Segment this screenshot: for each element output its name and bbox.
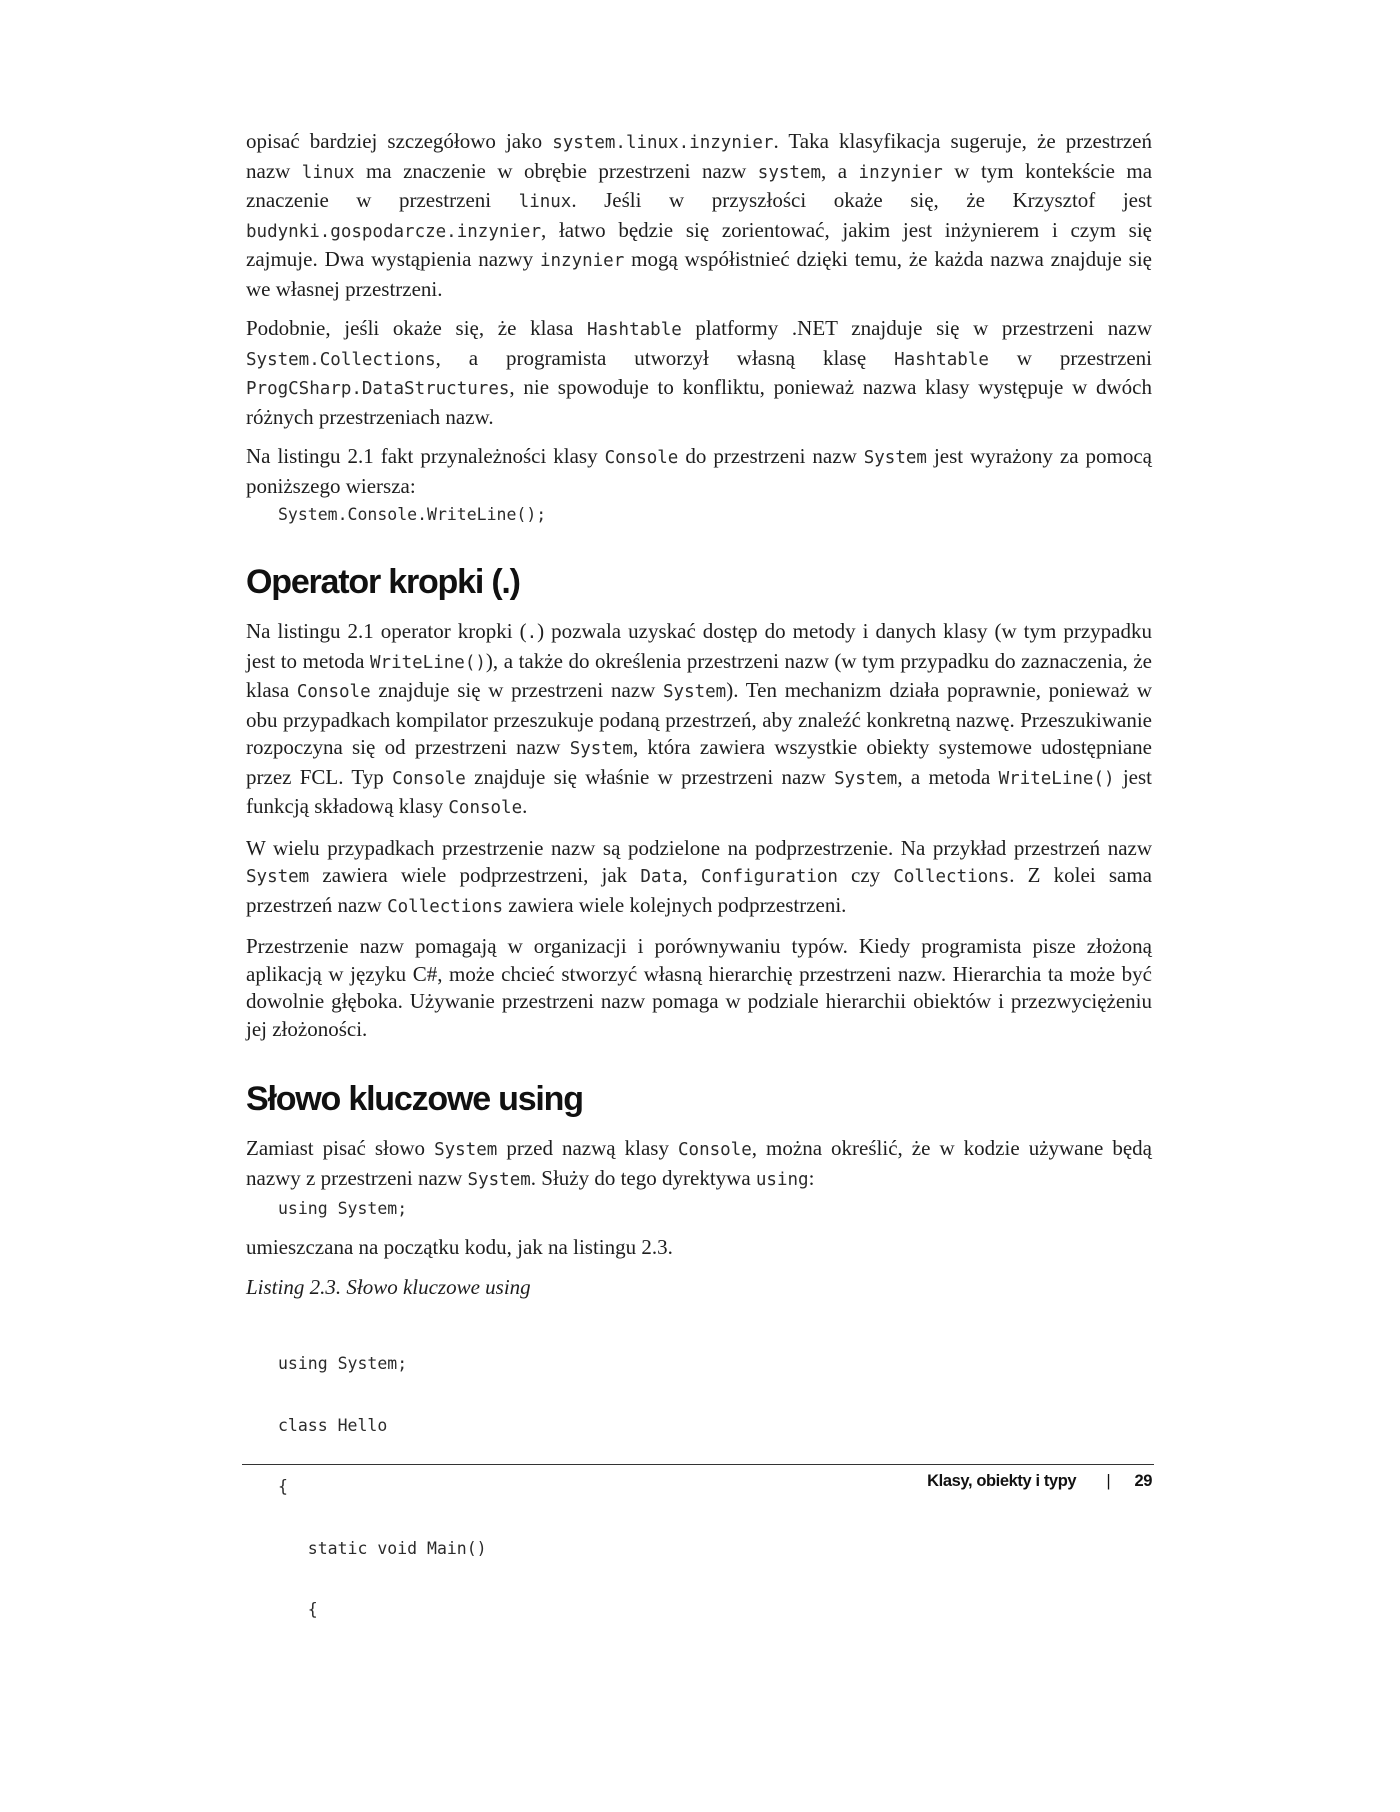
paragraph-5: W wielu przypadkach przestrzenie nazw są podzielone na podprzestrzenie. Na przykład przestrzeń nazw System zawiera wiele podprzestrzeni, jak Data, Configuration czy Collections. Z kolei sama przestrzeń nazw Collections zawiera wiele kolejnych podprzestrzeni. — [246, 835, 1152, 917]
inline-code: system — [757, 162, 821, 183]
footer-chapter-title: Klasy, obiekty i typy — [927, 1472, 1077, 1490]
inline-code: WriteLine() — [998, 768, 1115, 789]
inline-code: system.linux.inzynier — [552, 133, 774, 153]
page-footer — [0, 1472, 1152, 1491]
inline-code: System — [663, 682, 727, 702]
code-line-using-system: using System; — [278, 1199, 408, 1218]
code-listing-line: { — [278, 1600, 318, 1619]
footer-page-number: 29 — [1134, 1472, 1152, 1490]
inline-code: System — [246, 867, 310, 887]
inline-code: System — [834, 768, 898, 789]
listing-caption: Listing 2.3. Słowo kluczowe using — [246, 1274, 531, 1299]
inline-code: Console — [604, 448, 679, 468]
paragraph-4: Na listingu 2.1 operator kropki (.) pozwala uzyskać dostęp do metody i danych klasy (w tym przypadku jest to metoda WriteLine()), a także do określenia przestrzeni nazw (w tym przypadku do zaznaczenia, że klasa Console znajduje się w przestrzeni nazw System). Ten mechanizm działa poprawnie, ponieważ w obu przypadkach kompilator przeszukuje podaną przestrzeń, aby znaleźć konkretną nazwę. Przeszukiwanie rozpoczyna się od przestrzeni nazw System, która zawiera wszystkie obiekty systemowe udostępniane przez FCL. Typ Console znajduje się właśnie w przestrzeni nazw System, a metoda WriteLine() jest funkcją składową klasy Console. — [246, 619, 1153, 818]
inline-code: System — [434, 1140, 498, 1160]
inline-code: Console — [448, 798, 523, 818]
footer-separator: | — [1106, 1472, 1111, 1490]
inline-code: System.Collections — [246, 349, 436, 370]
inline-code: inzynier — [539, 251, 625, 271]
page-content — [246, 128, 1152, 1676]
inline-code: Hashtable — [586, 320, 682, 340]
paragraph-3: Na listingu 2.1 fakt przynależności klasy Console do przestrzeni nazw System jest wyrażony za pomocą poniższego wiersza: — [246, 444, 1152, 498]
inline-code: Configuration — [700, 867, 838, 887]
inline-code: Data — [640, 867, 683, 887]
paragraph-7: Zamiast pisać słowo System przed nazwą klasy Console, można określić, że w kodzie używane będą nazwy z przestrzeni nazw System. Służy do tego dyrektywa using: — [246, 1136, 1152, 1190]
inline-code: Console — [678, 1140, 752, 1160]
code-listing-line: class Hello — [278, 1415, 388, 1435]
paragraph-2: Podobnie, jeśli okaże się, że klasa Hashtable platformy .NET znajduje się w przestrzeni nazw System.Collections, a programista utworzył własną klasę Hashtable w przestrzeni ProgCSharp.DataStructures, nie spowoduje to konfliktu, ponieważ nazwa klasy występuje w dwóch różnych przestrzeniach nazw. — [246, 316, 1152, 429]
code-line-console-writeline: System.Console.WriteLine(); — [278, 505, 547, 524]
code-listing-line: static void Main() — [278, 1538, 487, 1558]
paragraph-1: opisać bardziej szczegółowo jako system.linux.inzynier. Taka klasyfikacja sugeruje, że przestrzeń nazw linux ma znaczenie w obrębie przestrzeni nazw system, a inzynier w tym kontekście ma znaczenie w przestrzeni linux. Jeśli w przyszłości okaże się, że Krzysztof jest budynki.gospodarcze.inzynier, łatwo będzie się zorientować, jakim jest inżynierem i czym się zajmuje. Dwa wystąpienia nazwy inzynier mogą współistnieć dzięki temu, że każda nazwa znajduje się we własnej przestrzeni. — [246, 129, 1153, 301]
inline-code: inzynier — [858, 162, 943, 183]
inline-code: Console — [392, 768, 466, 789]
inline-code: Collections — [893, 867, 1010, 887]
inline-code: ProgCSharp.DataStructures — [246, 379, 510, 399]
inline-code: . — [526, 623, 538, 643]
inline-code: System — [569, 739, 633, 759]
inline-code: budynki.gospodarcze.inzynier — [246, 221, 542, 242]
inline-code: linux — [518, 192, 572, 212]
inline-code: System — [467, 1169, 531, 1190]
inline-code: WriteLine() — [370, 652, 486, 673]
inline-code: Collections — [387, 896, 503, 917]
inline-code: linux — [301, 162, 355, 183]
inline-code: Hashtable — [894, 349, 989, 370]
section-heading-using-keyword: Słowo kluczowe using — [246, 1080, 583, 1118]
paragraph-6: Przestrzenie nazw pomagają w organizacji i porównywaniu typów. Kiedy programista pisze złożoną aplikacją w języku C#, może chcieć stworzyć własną hierarchię przestrzeni nazw. Hierarchia ta może być dowolnie głęboka. Używanie przestrzeni nazw pomaga w podziale hierarchii obiektów i przezwyciężeniu jej złożoności. — [246, 934, 1152, 1041]
code-listing-line: using System; — [278, 1354, 408, 1373]
inline-code: using — [755, 1169, 809, 1190]
paragraph-8: umieszczana na początku kodu, jak na listingu 2.3. — [246, 1235, 673, 1259]
inline-code: System — [863, 448, 927, 468]
inline-code: Console — [296, 682, 371, 702]
section-heading-dot-operator: Operator kropki (.) — [246, 563, 520, 601]
code-listing-line: { — [278, 1477, 288, 1496]
footer-divider — [242, 1464, 1154, 1465]
